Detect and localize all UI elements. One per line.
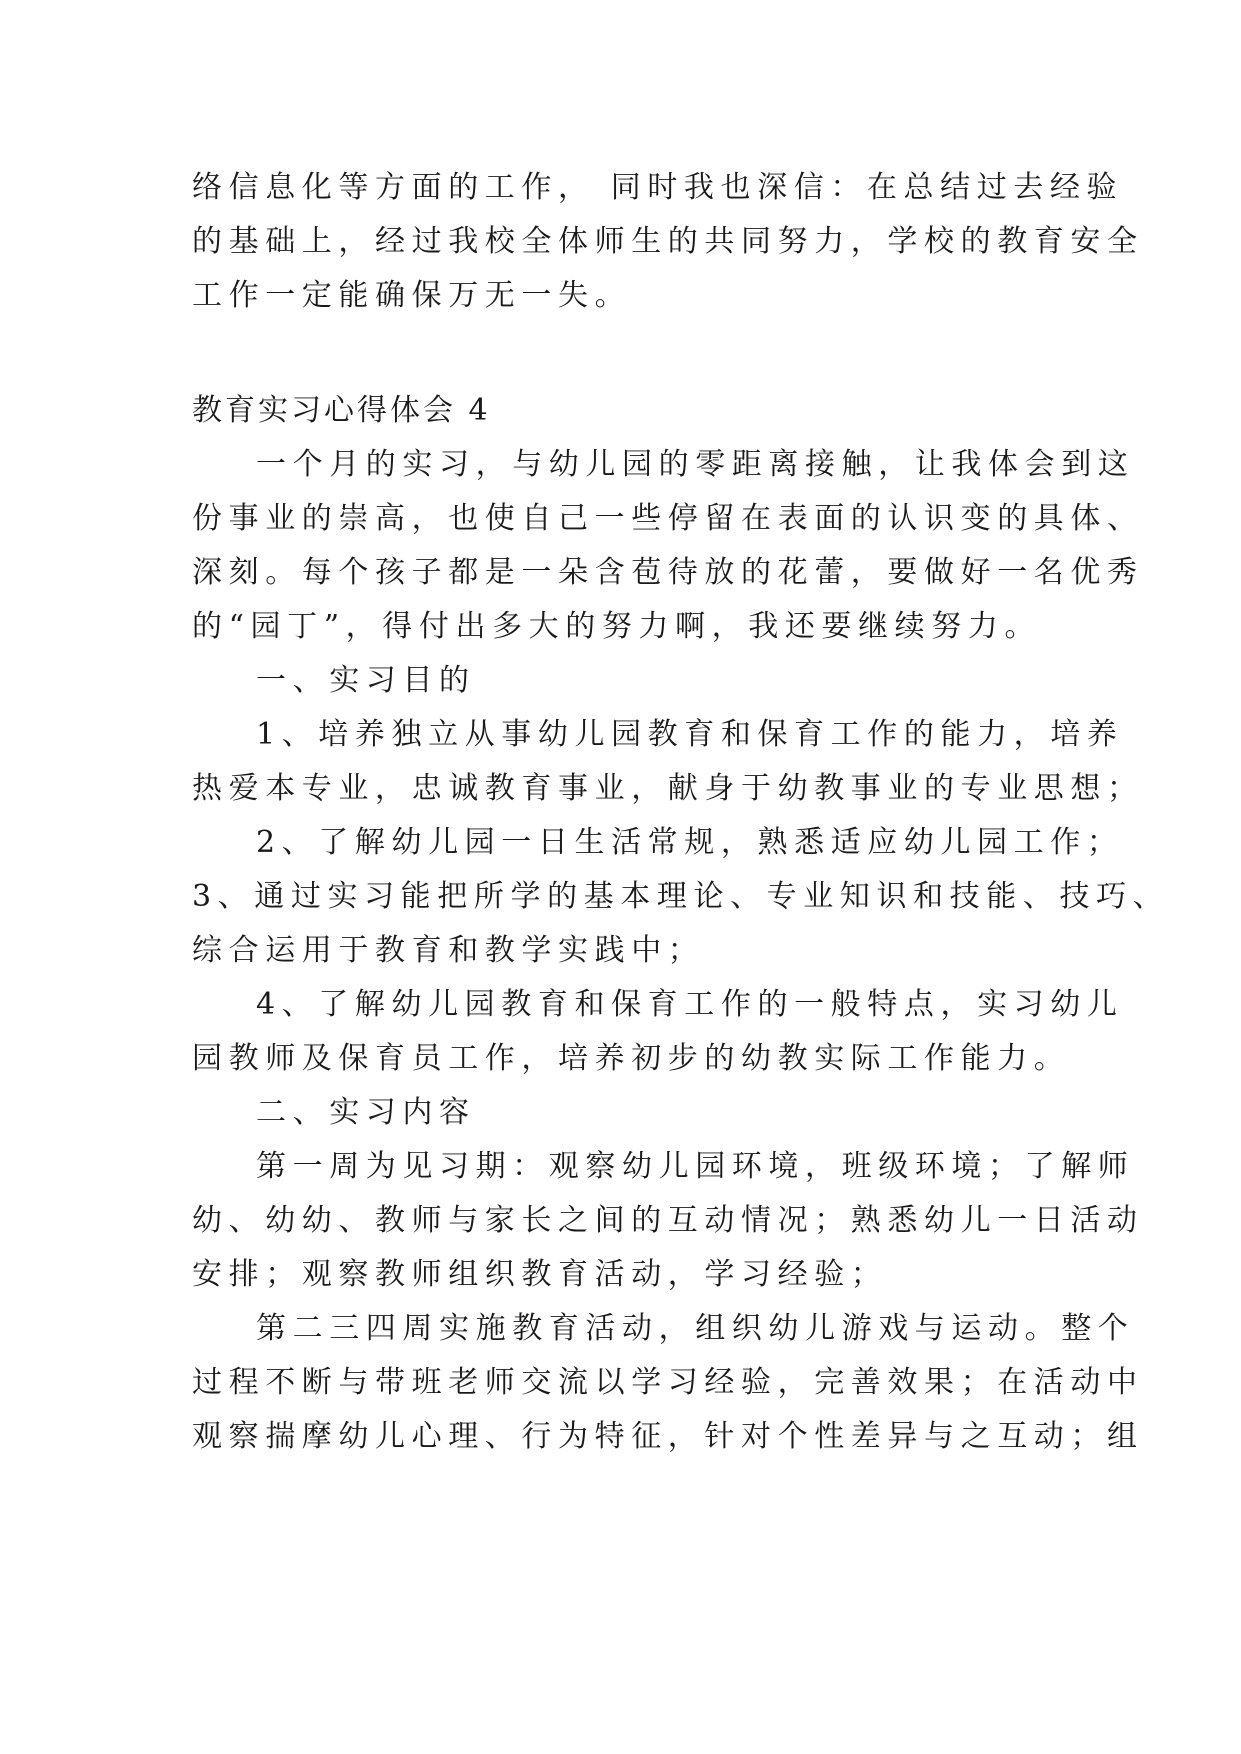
paragraph-line: 的“园丁”，得付出多大的努力啊，我还要继续努力。 — [192, 609, 1042, 644]
subheading: 一、实习目的 — [256, 663, 476, 698]
paragraph-line: 观察揣摩幼儿心理、行为特征，针对个性差异与之互动；组 — [192, 1419, 1144, 1454]
paragraph-line: 1、培养独立从事幼儿园教育和保育工作的能力，培养 — [256, 717, 1124, 752]
paragraph-line: 4、了解幼儿园教育和保育工作的一般特点，实习幼儿 — [256, 987, 1124, 1022]
subheading: 二、实习内容 — [256, 1095, 476, 1130]
paragraph-line: 3、通过实习能把所学的基本理论、专业知识和技能、技巧、 — [192, 879, 1170, 914]
paragraph-line: 络信息化等方面的工作， 同时我也深信：在总结过去经验 — [192, 170, 1124, 205]
paragraph-line: 一个月的实习，与幼儿园的零距离接触，让我体会到这 — [256, 447, 1135, 482]
paragraph-line: 幼、幼幼、教师与家长之间的互动情况；熟悉幼儿一日活动 — [192, 1203, 1144, 1238]
paragraph-line: 热爱本专业，忠诚教育事业，献身于幼教事业的专业思想； — [192, 771, 1144, 806]
paragraph-line: 第一周为见习期：观察幼儿园环境，班级环境；了解师 — [256, 1149, 1135, 1184]
paragraph-line: 的基础上，经过我校全体师生的共同努力，学校的教育安全 — [192, 224, 1144, 259]
paragraph-line: 2、了解幼儿园一日生活常规，熟悉适应幼儿园工作； — [256, 825, 1124, 860]
paragraph-line: 过程不断与带班老师交流以学习经验，完善效果；在活动中 — [192, 1365, 1144, 1400]
paragraph-line: 第二三四周实施教育活动，组织幼儿游戏与运动。整个 — [256, 1311, 1135, 1346]
paragraph-line: 安排；观察教师组织教育活动，学习经验； — [192, 1257, 888, 1292]
paragraph-line: 园教师及保育员工作，培养初步的幼教实际工作能力。 — [192, 1041, 1071, 1076]
paragraph-line: 工作一定能确保万无一失。 — [192, 278, 632, 313]
section-heading: 教育实习心得体会 4 — [192, 393, 491, 428]
paragraph-line: 深刻。每个孩子都是一朵含苞待放的花蕾，要做好一名优秀 — [192, 555, 1144, 590]
paragraph-line: 份事业的崇高，也使自己一些停留在表面的认识变的具体、 — [192, 501, 1144, 536]
paragraph-line: 综合运用于教育和教学实践中； — [192, 933, 705, 968]
